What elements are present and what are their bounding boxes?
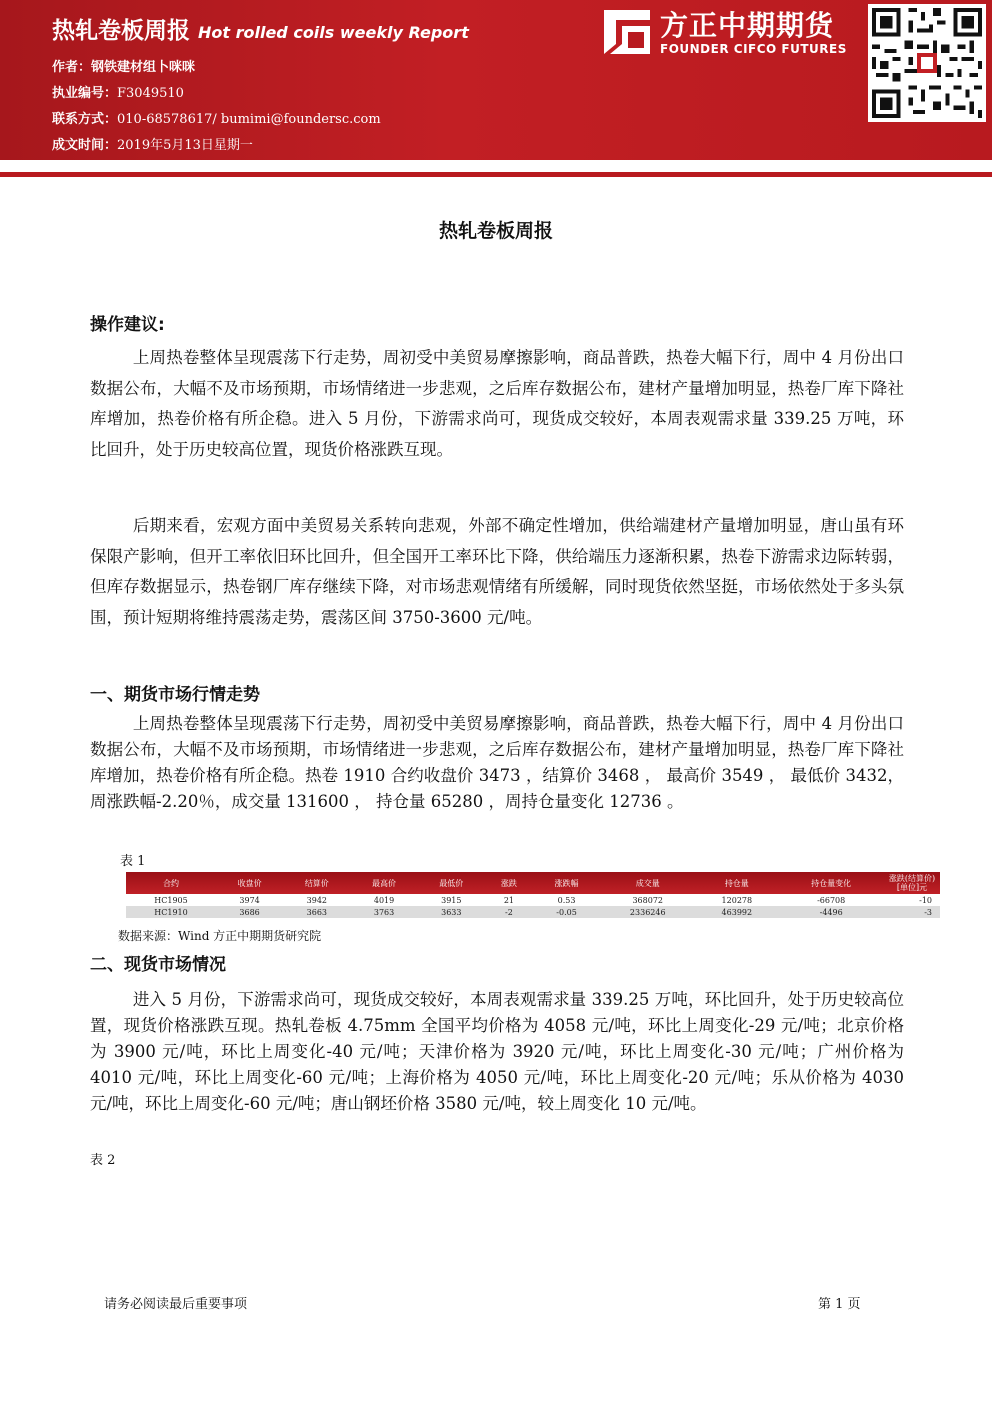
col-change: 涨跌: [485, 872, 533, 894]
contact-label: 联系方式：: [52, 112, 118, 127]
advice-heading: 操作建议:: [90, 315, 165, 335]
date-value: 2019年5月13日星期一: [117, 138, 253, 153]
col-close: 收盘价: [216, 872, 283, 894]
author-line: [52, 56, 195, 75]
date-line: [52, 134, 253, 153]
table-cell: -2: [485, 906, 533, 918]
table-cell: 3974: [239, 895, 260, 905]
col-low: 最低价: [418, 872, 485, 894]
table1-caption: 表 1: [120, 854, 146, 869]
author-label: 作者：: [52, 60, 92, 75]
col-oi-change: 持仓量变化: [778, 872, 884, 894]
spot-heading: 二、现货市场情况: [90, 955, 226, 975]
table-cell: 4019: [373, 895, 395, 905]
spot-paragraph: 进入 5 月份，下游需求尚可，现货成交较好，本周表观需求量 339.25 万吨，环比回升，处于历史较高位置，现货价格涨跌互现。热轧卷板 4.75mm 全国平均价格为 4058 元/吨，环比上周变化-29 元/吨；北京价格为 3900 元/吨，环比上周变化-40 元/吨；天津价格为 3920 元/吨，环比上周变化-30 元/吨；广州价格为 4010 元/吨，环比上周变化-60 元/吨；上海价格为 4050 元/吨，环比上周变化-20 元/吨；乐从价格为 4030 元/吨，环比上周变化-60 元/吨；唐山钢坯价格 3580 元/吨，较上周变化 10 元/吨。: [90, 990, 904, 1113]
table-cell: 3915: [441, 895, 462, 905]
table-cell: 3663: [283, 906, 350, 918]
table-cell: -4496: [778, 906, 884, 918]
license-line: [52, 82, 184, 101]
futures-table: [126, 872, 940, 918]
advice-paragraph-2: 后期来看，宏观方面中美贸易关系转向悲观，外部不确定性增加，供给端建材产量增加明显，唐山虽有环保限产影响，但开工率依旧环比回升，但全国开工率环比下降，供给端压力逐渐积累，热卷下游需求边际转弱，但库存数据显示，热卷钢厂库存继续下降，对市场悲观情绪有所缓解，同时现货依然坚挺，市场依然处于多头氛围，预计短期将维持震荡走势，震荡区间 3750-3600 元/吨。: [90, 516, 904, 627]
title-en: Hot rolled coils weekly Report: [198, 23, 469, 42]
table2-caption: 表 2: [90, 1153, 116, 1168]
document-title: 热轧卷板周报: [438, 220, 553, 242]
advice-paragraph-1: 上周热卷整体呈现震荡下行走势，周初受中美贸易摩擦影响，商品普跌，热卷大幅下行，周中 4 月份出口数据公布，大幅不及市场预期，市场情绪进一步悲观，之后库存数据公布，建材产量增加明显，热卷厂库下降社库增加，热卷价格有所企稳。进入 5 月份，下游需求尚可，现货成交较好，本周表观需求量 339.25 万吨，环比回升，处于历史较高位置，现货价格涨跌互现。: [90, 348, 904, 459]
title-cn: 热轧卷板周报: [52, 18, 190, 44]
table-cell: 3633: [418, 906, 485, 918]
author-value: 钢铁建材组卜咪咪: [91, 60, 196, 75]
date-label: 成文时间：: [52, 138, 118, 153]
data-source-note: 数据来源：Wind 方正中期期货研究院: [118, 929, 322, 943]
contact-line: [52, 108, 381, 127]
report-title-banner: [52, 12, 469, 45]
table-cell: 0.53: [557, 895, 576, 905]
col-volume: 成交量: [600, 872, 695, 894]
col-contract: 合约: [126, 872, 216, 894]
table-cell: 3763: [350, 906, 417, 918]
table-cell: 368072: [632, 895, 664, 905]
col-change-pct: 涨跌幅: [533, 872, 600, 894]
founder-logo-icon: [604, 10, 650, 54]
futures-heading: 一、期货市场行情走势: [90, 685, 260, 705]
table-cell: 21: [503, 895, 514, 905]
license-label: 执业编号：: [52, 86, 118, 101]
table-cell: HC1910: [126, 906, 216, 918]
table-cell: 120278: [721, 895, 753, 905]
table-cell: -10: [919, 895, 932, 905]
contact-value: 010-68578617/ bumimi@foundersc.com: [117, 112, 381, 127]
qr-code-icon: [868, 4, 986, 122]
table-cell: 3942: [306, 895, 327, 905]
col-high: 最高价: [350, 872, 417, 894]
logo-text-cn: 方正中期期货: [660, 9, 835, 42]
logo-text-en: FOUNDER CIFCO FUTURES: [660, 42, 847, 56]
footer-notice: 请务必阅读最后重要事项: [104, 1297, 248, 1312]
page-number: 第 1 页: [818, 1297, 861, 1312]
table-cell: -66708: [817, 895, 846, 905]
table-cell: 463992: [695, 906, 778, 918]
table-cell: 3686: [216, 906, 283, 918]
futures-paragraph: 上周热卷整体呈现震荡下行走势，周初受中美贸易摩擦影响，商品普跌，热卷大幅下行，周中 4 月份出口数据公布，大幅不及市场预期，市场情绪进一步悲观，之后库存数据公布，建材产量增加明显，热卷厂库下降社库增加，热卷价格有所企稳。热卷 1910 合约收盘价 3473 ，结算价 3468 ， 最高价 3549 ， 最低价 3432，周涨跌幅-2.20％，成交量 131600 ， 持仓量 65280 ，周持仓量变化 12736 。: [90, 714, 904, 811]
table-cell: 2336246: [600, 906, 695, 918]
table-row: [126, 894, 940, 906]
table-row: [126, 906, 940, 918]
col-settle-change: 涨跌(结算价)[单位]元: [884, 872, 940, 894]
col-settle: 结算价: [283, 872, 350, 894]
col-open-interest: 持仓量: [695, 872, 778, 894]
table-cell: -0.05: [533, 906, 600, 918]
table-header-row: [126, 872, 940, 894]
table-cell: -3: [884, 906, 940, 918]
header-divider: [0, 172, 992, 177]
table-cell: HC1905: [154, 895, 188, 905]
license-value: F3049510: [117, 86, 184, 101]
